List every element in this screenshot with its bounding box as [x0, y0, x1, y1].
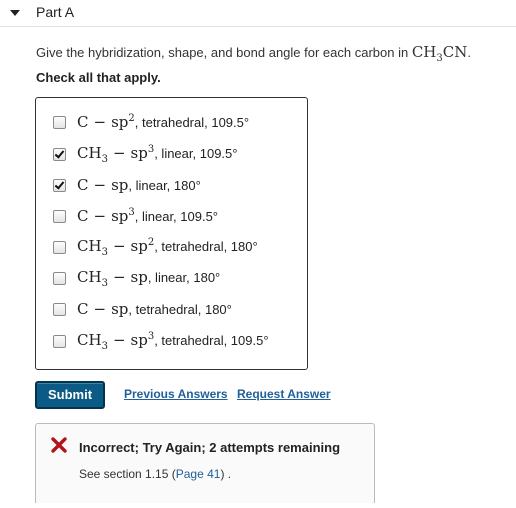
option-dash: −: [93, 300, 107, 318]
option-row[interactable]: [53, 144, 237, 164]
option-formula: [77, 176, 128, 194]
question-period: .: [467, 45, 471, 60]
option-label: [77, 113, 249, 131]
option-atom: CH: [77, 143, 102, 162]
option-dash: −: [112, 330, 126, 349]
option-hybridization: sp: [130, 143, 148, 162]
option-row[interactable]: [53, 237, 258, 257]
option-atom: C: [77, 300, 89, 318]
option-hybridization: sp: [111, 113, 129, 131]
option-hybridization-superscript: 3: [147, 143, 155, 155]
checkbox-checked[interactable]: [53, 148, 66, 161]
option-dash: −: [112, 143, 126, 162]
question-formula: [411, 43, 468, 64]
option-atom-subscript: 3: [101, 340, 108, 352]
option-atom: C: [77, 113, 89, 131]
option-formula: [77, 330, 155, 352]
option-label: [77, 268, 220, 289]
feedback-suffix: ) .: [220, 467, 232, 481]
checkbox[interactable]: [53, 335, 66, 348]
feedback-reference: [79, 467, 231, 481]
option-row[interactable]: [53, 299, 232, 319]
checkbox[interactable]: [53, 303, 66, 316]
option-formula: [77, 113, 135, 131]
option-description: , tetrahedral, 180°: [128, 302, 232, 317]
previous-answers-link[interactable]: Previous Answers: [124, 387, 228, 401]
option-atom: CH: [77, 267, 102, 286]
option-atom-subscript: 3: [101, 277, 108, 289]
option-hybridization-superscript: 3: [128, 207, 135, 218]
feedback-title: Incorrect; Try Again; 2 attempts remaining: [79, 440, 341, 455]
option-description: , tetrahedral, 180°: [154, 238, 258, 254]
option-formula: [77, 143, 155, 165]
option-hybridization-superscript: 2: [147, 236, 155, 248]
checkbox[interactable]: [53, 116, 66, 129]
option-hybridization: sp: [130, 330, 148, 349]
option-description: , linear, 109.5°: [134, 209, 219, 224]
checkbox[interactable]: [53, 210, 66, 223]
option-atom: CH: [77, 236, 102, 255]
instruction-text: Check all that apply.: [36, 70, 161, 85]
checkbox[interactable]: [53, 241, 66, 254]
option-hybridization: sp: [130, 267, 148, 286]
option-row[interactable]: [53, 331, 269, 351]
part-title: Part A: [36, 4, 75, 20]
option-atom-subscript: 3: [101, 153, 108, 165]
option-formula: [77, 300, 128, 318]
option-dash: −: [93, 207, 107, 225]
option-description: , linear, 109.5°: [154, 145, 238, 161]
formula-main: CH: [411, 43, 437, 61]
page-link[interactable]: Page 41: [175, 467, 221, 481]
option-row[interactable]: [53, 268, 220, 288]
option-dash: −: [93, 113, 107, 131]
checkbox[interactable]: [53, 272, 66, 285]
question-text: [36, 43, 471, 64]
submit-button[interactable]: Submit: [35, 381, 105, 409]
option-label: [77, 237, 258, 258]
option-atom: C: [77, 207, 89, 225]
option-description: , linear, 180°: [147, 269, 221, 285]
option-row[interactable]: [53, 175, 201, 195]
part-header[interactable]: [0, 0, 516, 27]
option-formula: [77, 267, 148, 289]
caret-down-icon[interactable]: [10, 10, 20, 16]
option-label: [77, 207, 218, 225]
option-description: , tetrahedral, 109.5°: [154, 332, 269, 348]
request-answer-link[interactable]: Request Answer: [237, 387, 331, 401]
option-dash: −: [93, 176, 107, 194]
formula-tail: CN: [442, 43, 468, 61]
option-atom: CH: [77, 330, 102, 349]
feedback-prefix: See section 1.15 (: [79, 467, 176, 481]
option-dash: −: [112, 267, 126, 286]
checkbox-checked[interactable]: [53, 179, 66, 192]
option-atom-subscript: 3: [101, 246, 108, 258]
option-row[interactable]: [53, 206, 218, 226]
option-hybridization: sp: [111, 207, 129, 225]
option-label: [77, 300, 232, 318]
question-body: Give the hybridization, shape, and bond angle for each carbon in: [36, 45, 409, 60]
option-label: [77, 176, 201, 194]
option-formula: [77, 207, 135, 225]
option-description: , tetrahedral, 109.5°: [134, 115, 250, 130]
option-row[interactable]: [53, 112, 249, 132]
option-dash: −: [112, 236, 126, 255]
option-label: [77, 331, 269, 352]
option-formula: [77, 236, 155, 258]
option-hybridization: sp: [130, 236, 148, 255]
option-hybridization-superscript: 3: [147, 330, 155, 342]
x-mark-icon: [51, 437, 67, 453]
option-hybridization-superscript: 2: [128, 113, 135, 124]
option-description: , linear, 180°: [128, 178, 201, 193]
formula-subscript: 3: [436, 53, 443, 64]
option-atom: C: [77, 176, 89, 194]
options-box: [35, 97, 308, 370]
feedback-panel: [35, 423, 375, 503]
option-label: [77, 144, 237, 165]
option-hybridization: sp: [111, 300, 129, 318]
option-hybridization: sp: [111, 176, 129, 194]
